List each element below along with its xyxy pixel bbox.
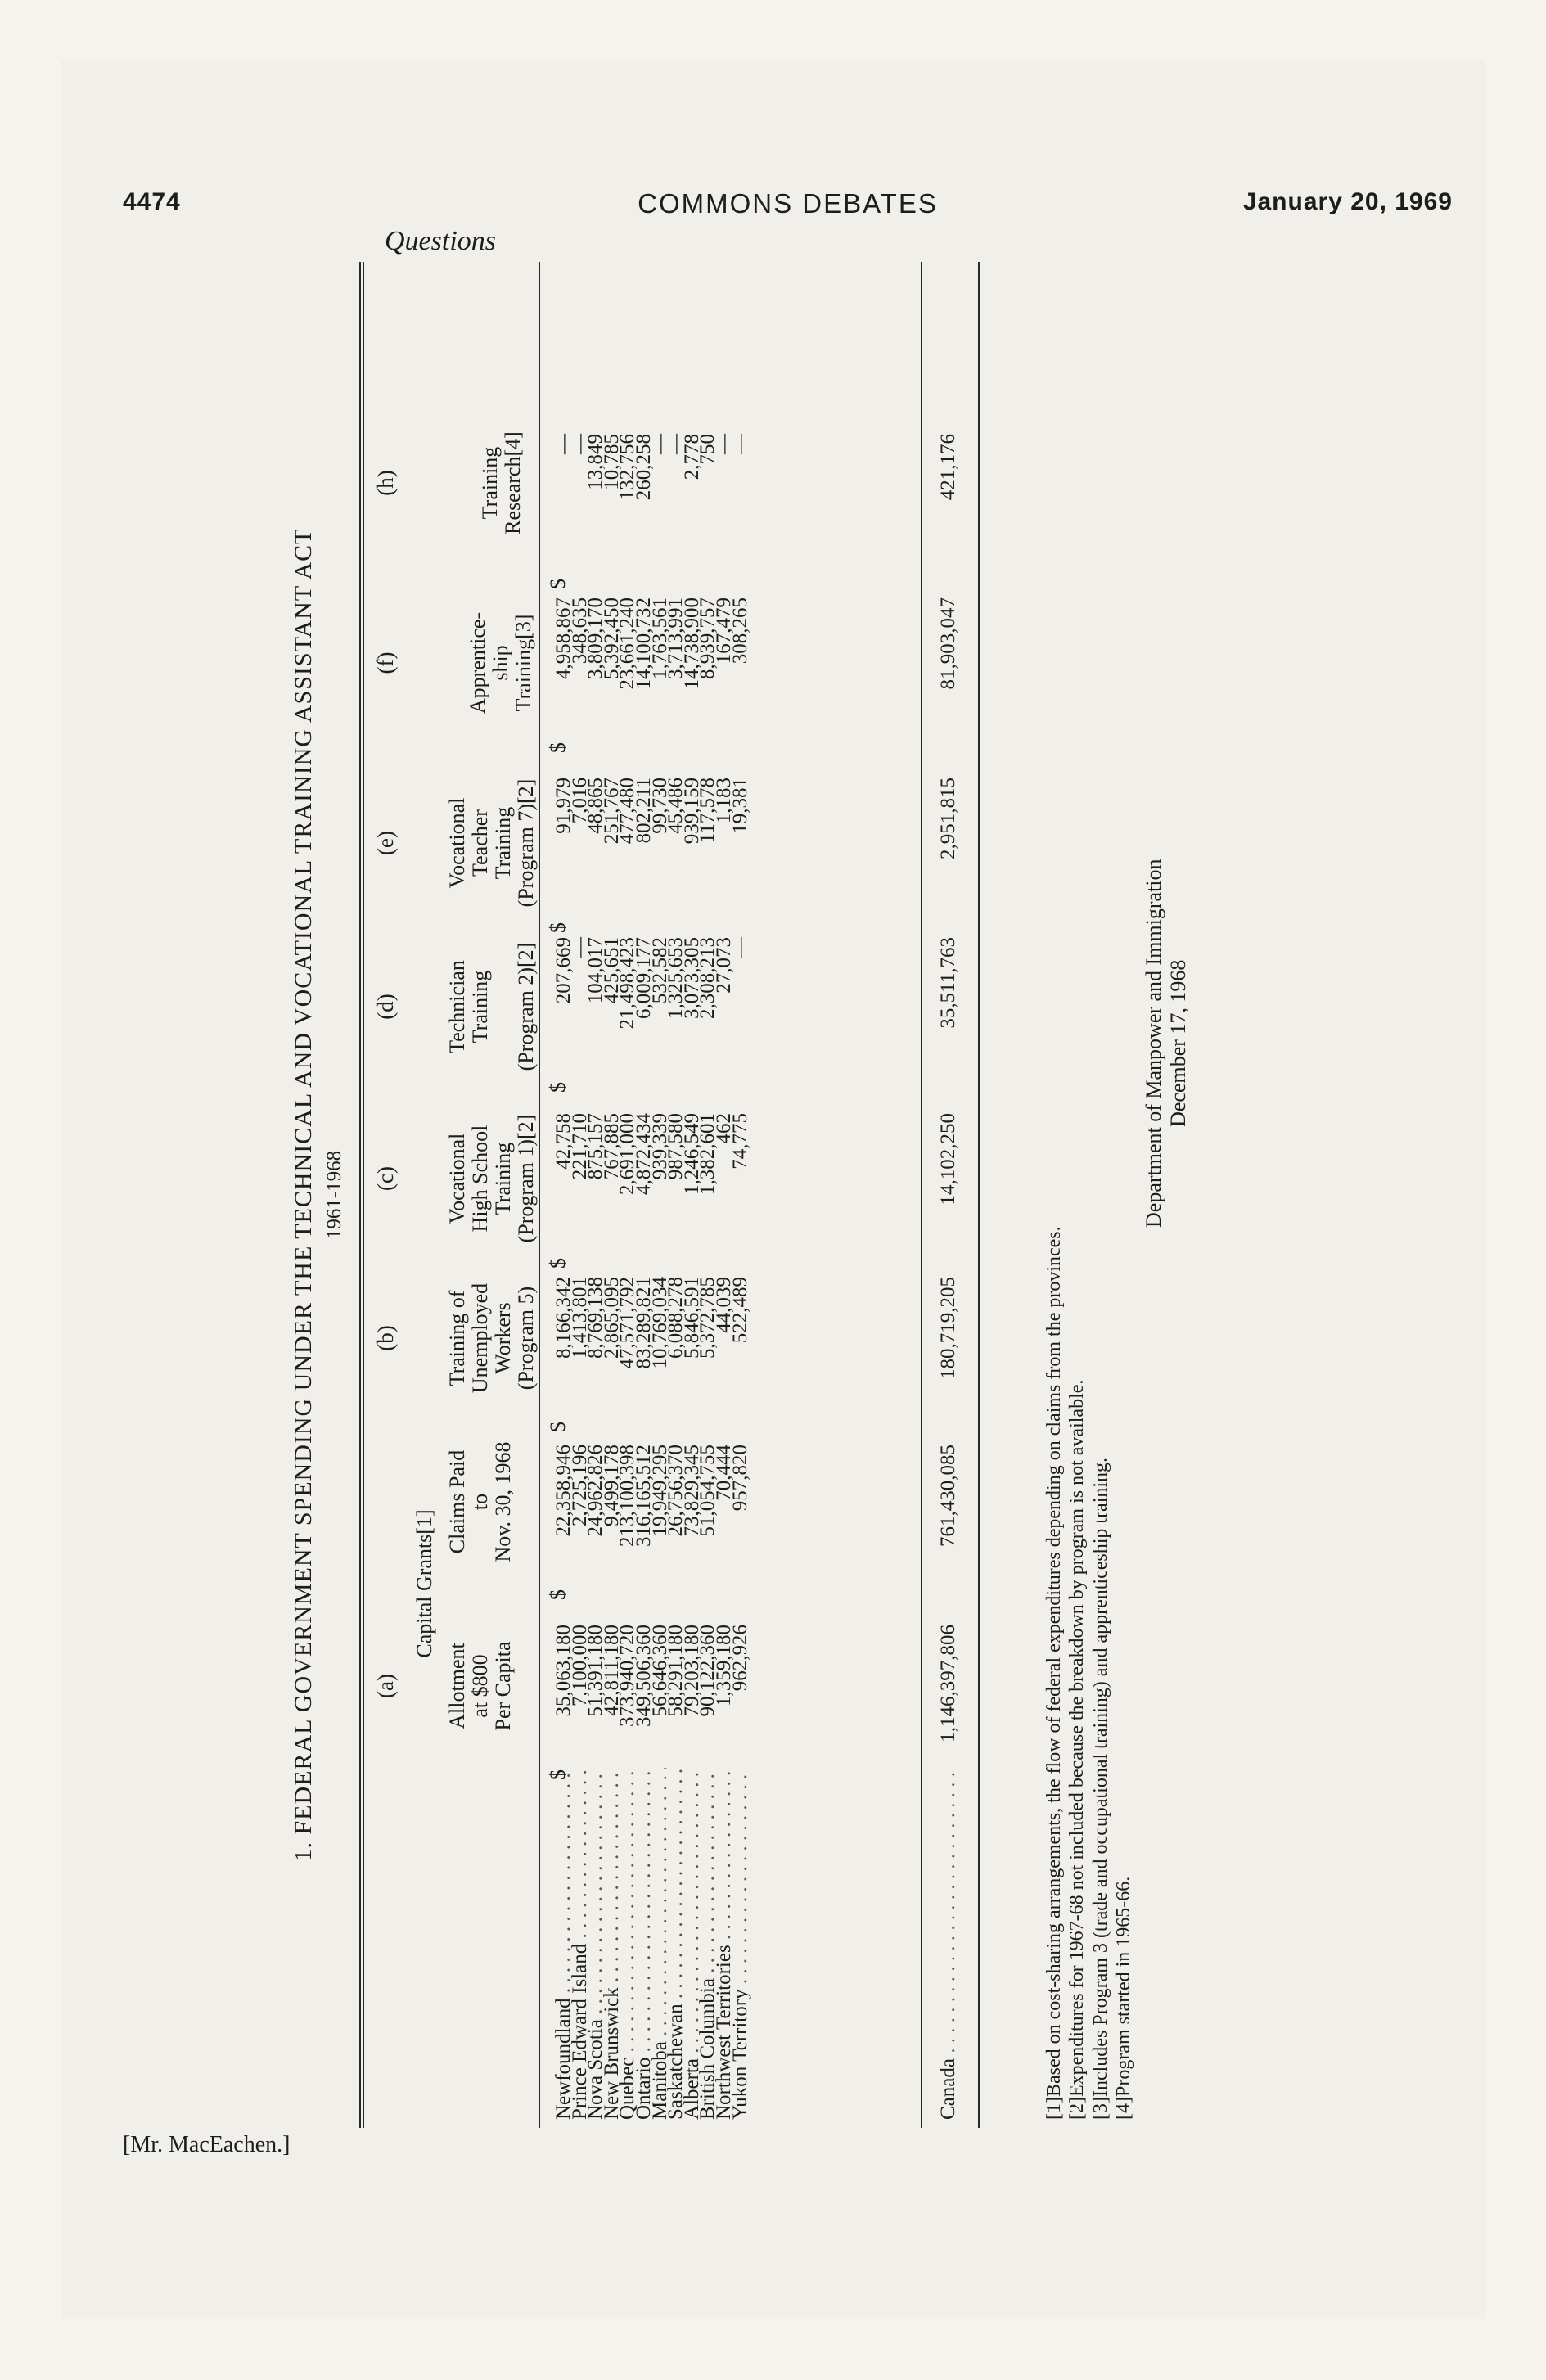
- table-cell: 23,661,240: [616, 597, 639, 690]
- table-cell: 9,499,178: [600, 1445, 623, 1526]
- column-header: [446, 1416, 515, 1588]
- table-cell: 13,849: [584, 434, 607, 490]
- table-cell: 875,157: [584, 1113, 607, 1180]
- province-name: British Columbia . . .: [696, 1768, 719, 2120]
- table-cell: —: [552, 434, 575, 454]
- table-cell: 104,017: [584, 937, 607, 1004]
- table-cell: 4,958,867: [552, 597, 575, 679]
- table-cell: 10,785: [600, 434, 623, 490]
- footnote-1: [1]Based on cost-sharing arrangements, the flow of federal expenditures depending on claims from the provinces.: [1043, 1226, 1065, 2120]
- table-cell: 1,359,180: [713, 1625, 735, 1706]
- column-header: [467, 577, 535, 749]
- table-cell: 421,176: [937, 434, 959, 501]
- province-name: Ontario . . .: [633, 1768, 655, 2120]
- column-header-line: Vocational: [445, 797, 469, 889]
- table-cell: 21,498,423: [616, 937, 639, 1030]
- table-cell: 26,756,370: [665, 1445, 687, 1537]
- column-header-line: Training: [491, 1142, 516, 1215]
- table-cell: 58,291,180: [665, 1625, 687, 1717]
- column-header-line: at $800: [468, 1654, 493, 1718]
- table-cell: 51,054,755: [696, 1445, 719, 1537]
- table-cell: 19,381: [728, 778, 751, 834]
- column-header: [446, 921, 538, 1093]
- column-letter: (d): [373, 994, 398, 1020]
- table-cell: 7,100,000: [568, 1625, 591, 1706]
- credit-department: Department of Manpower and Immigration: [1142, 859, 1165, 1228]
- column-header-line: Workers: [491, 1302, 516, 1374]
- table-cell: 939,339: [648, 1113, 671, 1180]
- table-top-rule-inner: [363, 262, 364, 2128]
- table-cell: 207,669: [552, 937, 575, 1004]
- table-cell: —: [568, 937, 591, 958]
- table-cell: —: [568, 434, 591, 454]
- table-cell: 2,778: [680, 434, 703, 480]
- table-cell: 42,811,180: [600, 1625, 623, 1716]
- footnote-3: [3]Includes Program 3 (trade and occupational training) and apprenticeship training.: [1089, 1457, 1111, 2120]
- table-row: [552, 262, 575, 2128]
- page-number: 4474: [123, 188, 181, 215]
- column-header-line: (Program 5): [514, 1286, 539, 1391]
- footnote-2: [2]Expenditures for 1967-68 not included because the breakdown by program is not available.: [1066, 1379, 1089, 2120]
- table-cell: 251,767: [600, 778, 623, 845]
- table-cell: 522,489: [728, 1277, 751, 1344]
- table-cell: 987,580: [665, 1113, 687, 1180]
- column-header-line: (Program 2)[2]: [514, 942, 539, 1071]
- table-cell: 1,763,561: [648, 597, 671, 679]
- table-cell: 7,016: [568, 778, 591, 824]
- credit-date: December 17, 1968: [1165, 959, 1190, 1127]
- table-subtitle: 1961-1968: [323, 1150, 345, 1240]
- table-cell: 27,073: [713, 937, 735, 994]
- province-name: Manitoba . . .: [649, 1768, 671, 2120]
- table-cell: 81,903,047: [937, 597, 959, 690]
- table-cell: 5,846,591: [680, 1277, 703, 1359]
- table-cell: —: [648, 434, 671, 454]
- table-cell: 3,713,991: [665, 597, 687, 679]
- table-cell: 90,122,360: [696, 1625, 719, 1717]
- table-cell: 462: [713, 1113, 735, 1144]
- table-cell: 8,939,757: [696, 597, 719, 679]
- table-cell: 767,885: [600, 1113, 623, 1180]
- column-header-line: Training[3]: [512, 614, 536, 712]
- table-cell: 83,289,821: [633, 1277, 655, 1369]
- table-cell: 48,865: [584, 778, 607, 834]
- column-header-line: (Program 1)[2]: [514, 1114, 539, 1243]
- table-cell: 3,073,305: [680, 937, 703, 1019]
- table-cell: 167,479: [713, 597, 735, 665]
- province-name: Yukon Territory . . .: [729, 1768, 751, 2120]
- table-cell: 132,756: [616, 434, 639, 501]
- table-cell: 532,582: [648, 937, 671, 1004]
- table-cell: 1,246,549: [680, 1113, 703, 1195]
- province-name: Northwest Territories . . .: [713, 1768, 735, 2120]
- table-row: [728, 262, 751, 2128]
- header-rule: [539, 262, 540, 2128]
- table-cell: 47,571,792: [616, 1277, 639, 1369]
- province-name: Nova Scotia . . .: [584, 1768, 606, 2120]
- currency-symbol: $: [546, 1769, 570, 1780]
- table-cell: 349,506,360: [633, 1625, 655, 1727]
- table-cell: 213,100,398: [616, 1445, 639, 1547]
- column-header-line: Training: [491, 806, 516, 880]
- column-header-line: Allotment: [445, 1643, 469, 1729]
- column-header-line: (Program 7)[2]: [514, 778, 539, 908]
- journal-title: COMMONS DEBATES: [638, 188, 938, 219]
- currency-symbol: $: [546, 922, 570, 933]
- table-cell: 2,865,095: [600, 1277, 623, 1359]
- footnote-4: [4]Program started in 1965-66.: [1113, 1876, 1135, 2120]
- table-row: [696, 262, 719, 2128]
- table-top-rule: [359, 262, 361, 2128]
- table-cell: 6,088,278: [665, 1277, 687, 1359]
- table-cell: —: [713, 434, 735, 454]
- table-cell: 348,635: [568, 597, 591, 665]
- table-cell: 2,308,213: [696, 937, 719, 1019]
- column-header-line: to: [468, 1493, 493, 1511]
- column-header-line: Vocational: [445, 1133, 469, 1224]
- table-cell: 51,391,180: [584, 1625, 607, 1717]
- table-cell: 44,039: [713, 1277, 735, 1333]
- table-cell: 117,578: [696, 778, 719, 844]
- table-cell: 6,009,177: [633, 937, 655, 1019]
- table-cell: 373,940,720: [616, 1625, 639, 1727]
- page-header: [123, 188, 1453, 237]
- section-label: Questions: [385, 226, 496, 256]
- column-header: [446, 1093, 538, 1264]
- table-cell: 761,430,085: [937, 1445, 959, 1547]
- table-cell: 8,166,342: [552, 1277, 575, 1359]
- table-cell: 2,725,196: [568, 1445, 591, 1526]
- column-letter: (e): [373, 831, 398, 855]
- table-cell: 5,372,785: [696, 1277, 719, 1359]
- table-cell: —: [728, 434, 751, 454]
- column-header-line: ship: [489, 645, 513, 681]
- table-cell: 750: [696, 434, 719, 465]
- table-cell: 1,183: [713, 778, 735, 824]
- column-header-line: Research[4]: [501, 431, 525, 534]
- column-header-line: Training of: [445, 1290, 469, 1386]
- table-cell: 10,769,034: [648, 1277, 671, 1369]
- speaker-attribution: [Mr. MacEachen.]: [123, 2132, 291, 2157]
- currency-symbol: $: [546, 1589, 570, 1600]
- column-letter: (c): [373, 1166, 398, 1191]
- column-header: [479, 397, 525, 569]
- table-cell: 425,651: [600, 937, 623, 1004]
- spending-table: [291, 262, 1207, 2128]
- currency-symbol: $: [546, 1082, 570, 1093]
- capital-grants-header: Capital Grants[1]: [413, 1412, 439, 1756]
- table-cell: 316,165,512: [633, 1445, 655, 1547]
- table-cell: 14,738,900: [680, 597, 703, 690]
- currency-symbol: $: [546, 742, 570, 753]
- table-bottom-rule: [978, 262, 980, 2128]
- table-cell: 477,480: [616, 778, 639, 845]
- table-cell: 1,325,653: [665, 937, 687, 1019]
- table-cell: 99,730: [648, 778, 671, 834]
- table-cell: 1,413,801: [568, 1277, 591, 1359]
- province-name: Newfoundland . . .: [552, 1768, 575, 2120]
- province-name: Prince Edward Island . . .: [569, 1768, 591, 2120]
- table-cell: 260,258: [633, 434, 655, 501]
- table-cell: 957,820: [728, 1445, 751, 1512]
- column-header-line: Training: [468, 970, 493, 1044]
- column-header: [446, 1252, 538, 1424]
- table-cell: 8,769,138: [584, 1277, 607, 1359]
- table-row: [665, 262, 687, 2128]
- column-header-line: Claims Paid: [445, 1449, 469, 1554]
- table-row: [616, 262, 639, 2128]
- column-header-line: [492, 921, 515, 1093]
- table-cell: 70,444: [713, 1445, 735, 1501]
- table-row: [568, 262, 591, 2128]
- table-row: [648, 262, 671, 2128]
- table-cell: 5,392,450: [600, 597, 623, 679]
- table-cell: 221,710: [568, 1113, 591, 1180]
- province-name: Alberta . . .: [681, 1768, 703, 2120]
- total-row: [937, 262, 959, 2128]
- table-cell: 56,646,360: [648, 1625, 671, 1717]
- column-letter: (h): [373, 470, 398, 496]
- credit: [1142, 859, 1191, 1228]
- province-name: New Brunswick . . .: [601, 1768, 623, 2120]
- column-header-line: Apprentice-: [466, 611, 489, 714]
- table-cell: 308,265: [728, 597, 751, 665]
- currency-symbol: $: [546, 1422, 570, 1432]
- column-letter: (b): [373, 1325, 398, 1351]
- table-cell: 42,758: [552, 1113, 575, 1170]
- table-row: [584, 262, 607, 2128]
- table-cell: 2,691,000: [616, 1113, 639, 1195]
- table-cell: 45,486: [665, 778, 687, 834]
- column-header: [446, 757, 538, 929]
- table-cell: 14,102,250: [937, 1113, 959, 1206]
- table-cell: 74,775: [728, 1113, 751, 1170]
- table-cell: —: [728, 937, 751, 958]
- column-header-line: Teacher: [468, 809, 493, 877]
- table-cell: 2,951,815: [937, 778, 959, 859]
- province-name: Saskatchewan . . .: [665, 1768, 687, 2120]
- total-rule: [921, 262, 922, 2128]
- table-row: [633, 262, 655, 2128]
- column-header-line: Nov. 30, 1968: [491, 1441, 516, 1562]
- currency-symbol: $: [546, 579, 570, 589]
- table-cell: 1,382,601: [696, 1113, 719, 1195]
- table-cell: 22,358,946: [552, 1445, 575, 1537]
- table-cell: 19,949,295: [648, 1445, 671, 1537]
- table-cell: 962,926: [728, 1625, 751, 1692]
- table-cell: 79,203,180: [680, 1625, 703, 1717]
- province-name: Canada . . .: [937, 1768, 959, 2120]
- table-cell: 35,511,763: [937, 937, 959, 1029]
- column-header-line: Unemployed: [468, 1282, 493, 1394]
- page-date: January 20, 1969: [1242, 188, 1453, 215]
- table-cell: 91,979: [552, 778, 575, 834]
- footnotes: [1043, 1226, 1137, 2120]
- table-cell: 73,829,345: [680, 1445, 703, 1537]
- column-header-line: Per Capita: [491, 1641, 516, 1731]
- table-cell: 939,159: [680, 778, 703, 845]
- province-name: Quebec . . .: [616, 1768, 638, 2120]
- column-header: [446, 1600, 515, 1772]
- table-row: [600, 262, 623, 2128]
- table-cell: 3,809,170: [584, 597, 607, 679]
- column-header-line: Training: [478, 446, 502, 520]
- column-letter: (f): [373, 651, 398, 674]
- table-cell: 180,719,205: [937, 1277, 959, 1379]
- column-header-line: Technician: [445, 960, 469, 1053]
- table-cell: 1,146,397,806: [937, 1625, 959, 1742]
- table-cell: 802,211: [633, 778, 655, 844]
- table-row: [680, 262, 703, 2128]
- table-cell: 24,962,826: [584, 1445, 607, 1537]
- table-cell: 14,100,732: [633, 597, 655, 690]
- table-cell: —: [665, 434, 687, 454]
- column-letter: (a): [373, 1674, 398, 1698]
- table-cell: 4,872,434: [633, 1113, 655, 1195]
- currency-symbol: $: [546, 1258, 570, 1269]
- table-cell: 35,063,180: [552, 1625, 575, 1717]
- table-row: [713, 262, 735, 2128]
- table-title: 1. FEDERAL GOVERNMENT SPENDING UNDER THE TECHNICAL AND VOCATIONAL TRAINING ASSISTANT ACT: [290, 528, 317, 1862]
- column-header-line: High School: [468, 1125, 493, 1233]
